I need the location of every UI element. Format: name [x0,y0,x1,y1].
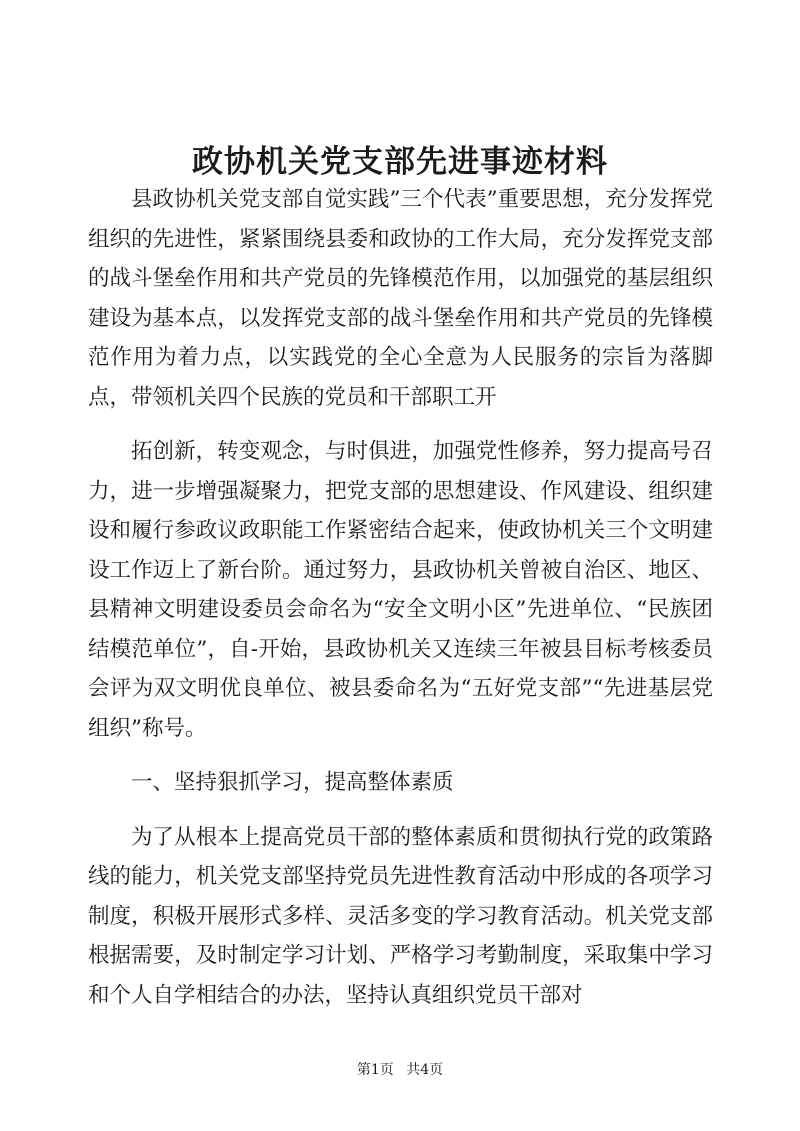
section-heading: 一、坚持狠抓学习，提高整体素质 [131,770,454,795]
paragraph-study: 为了从根本上提高党员干部的整体素质和贯彻执行党的政策路线的能力，机关党支部坚持党员先进性教育活动中形成的各项学习制度，积极开展形式多样、灵活多变的学习教育活动。机关党支部根据需要，及时制定学习计划、严格学习考勤制度，采取集中学习和个人自学相结合的办法，坚持认真组织党员干部对 [88,824,713,1008]
paragraph-achievements: 拓创新，转变观念，与时俱进，加强党性修养，努力提高号召力，进一步增强凝聚力，把党支部的思想建设、作风建设、组织建设和履行参政议政职能工作紧密结合起来，使政协机关三个文明建设工作迈上了新台阶。通过努力，县政协机关曾被自治区、地区、县精神文明建设委员会命名为“安全文明小区”先进单位、“民族团结模范单位”，自-开始，县政协机关又连续三年被县目标考核委员会评为双文明优良单位、被县委命名为“五好党支部”“先进基层党组织”称号。 [88,439,713,741]
paragraph-intro: 县政协机关党支部自觉实践”三个代表”重要思想，充分发挥党组织的先进性，紧紧围绕县委和政协的工作大局，充分发挥党支部的战斗堡垒作用和共产党员的先锋模范作用，以加强党的基层组织建设为基本点，以发挥党支部的战斗堡垒作用和共产党员的先锋模范作用为着力点，以实践党的全心全意为人民服务的宗旨为落脚点，带领机关四个民族的党员和干部职工开 [88,187,713,410]
page-total: 共4页 [406,1062,444,1078]
document-title: 政协机关党支部先进事迹材料 [192,144,608,180]
page-footer [0,1060,800,1080]
document-body [88,180,713,1015]
page-number: 第1页 [356,1062,394,1078]
